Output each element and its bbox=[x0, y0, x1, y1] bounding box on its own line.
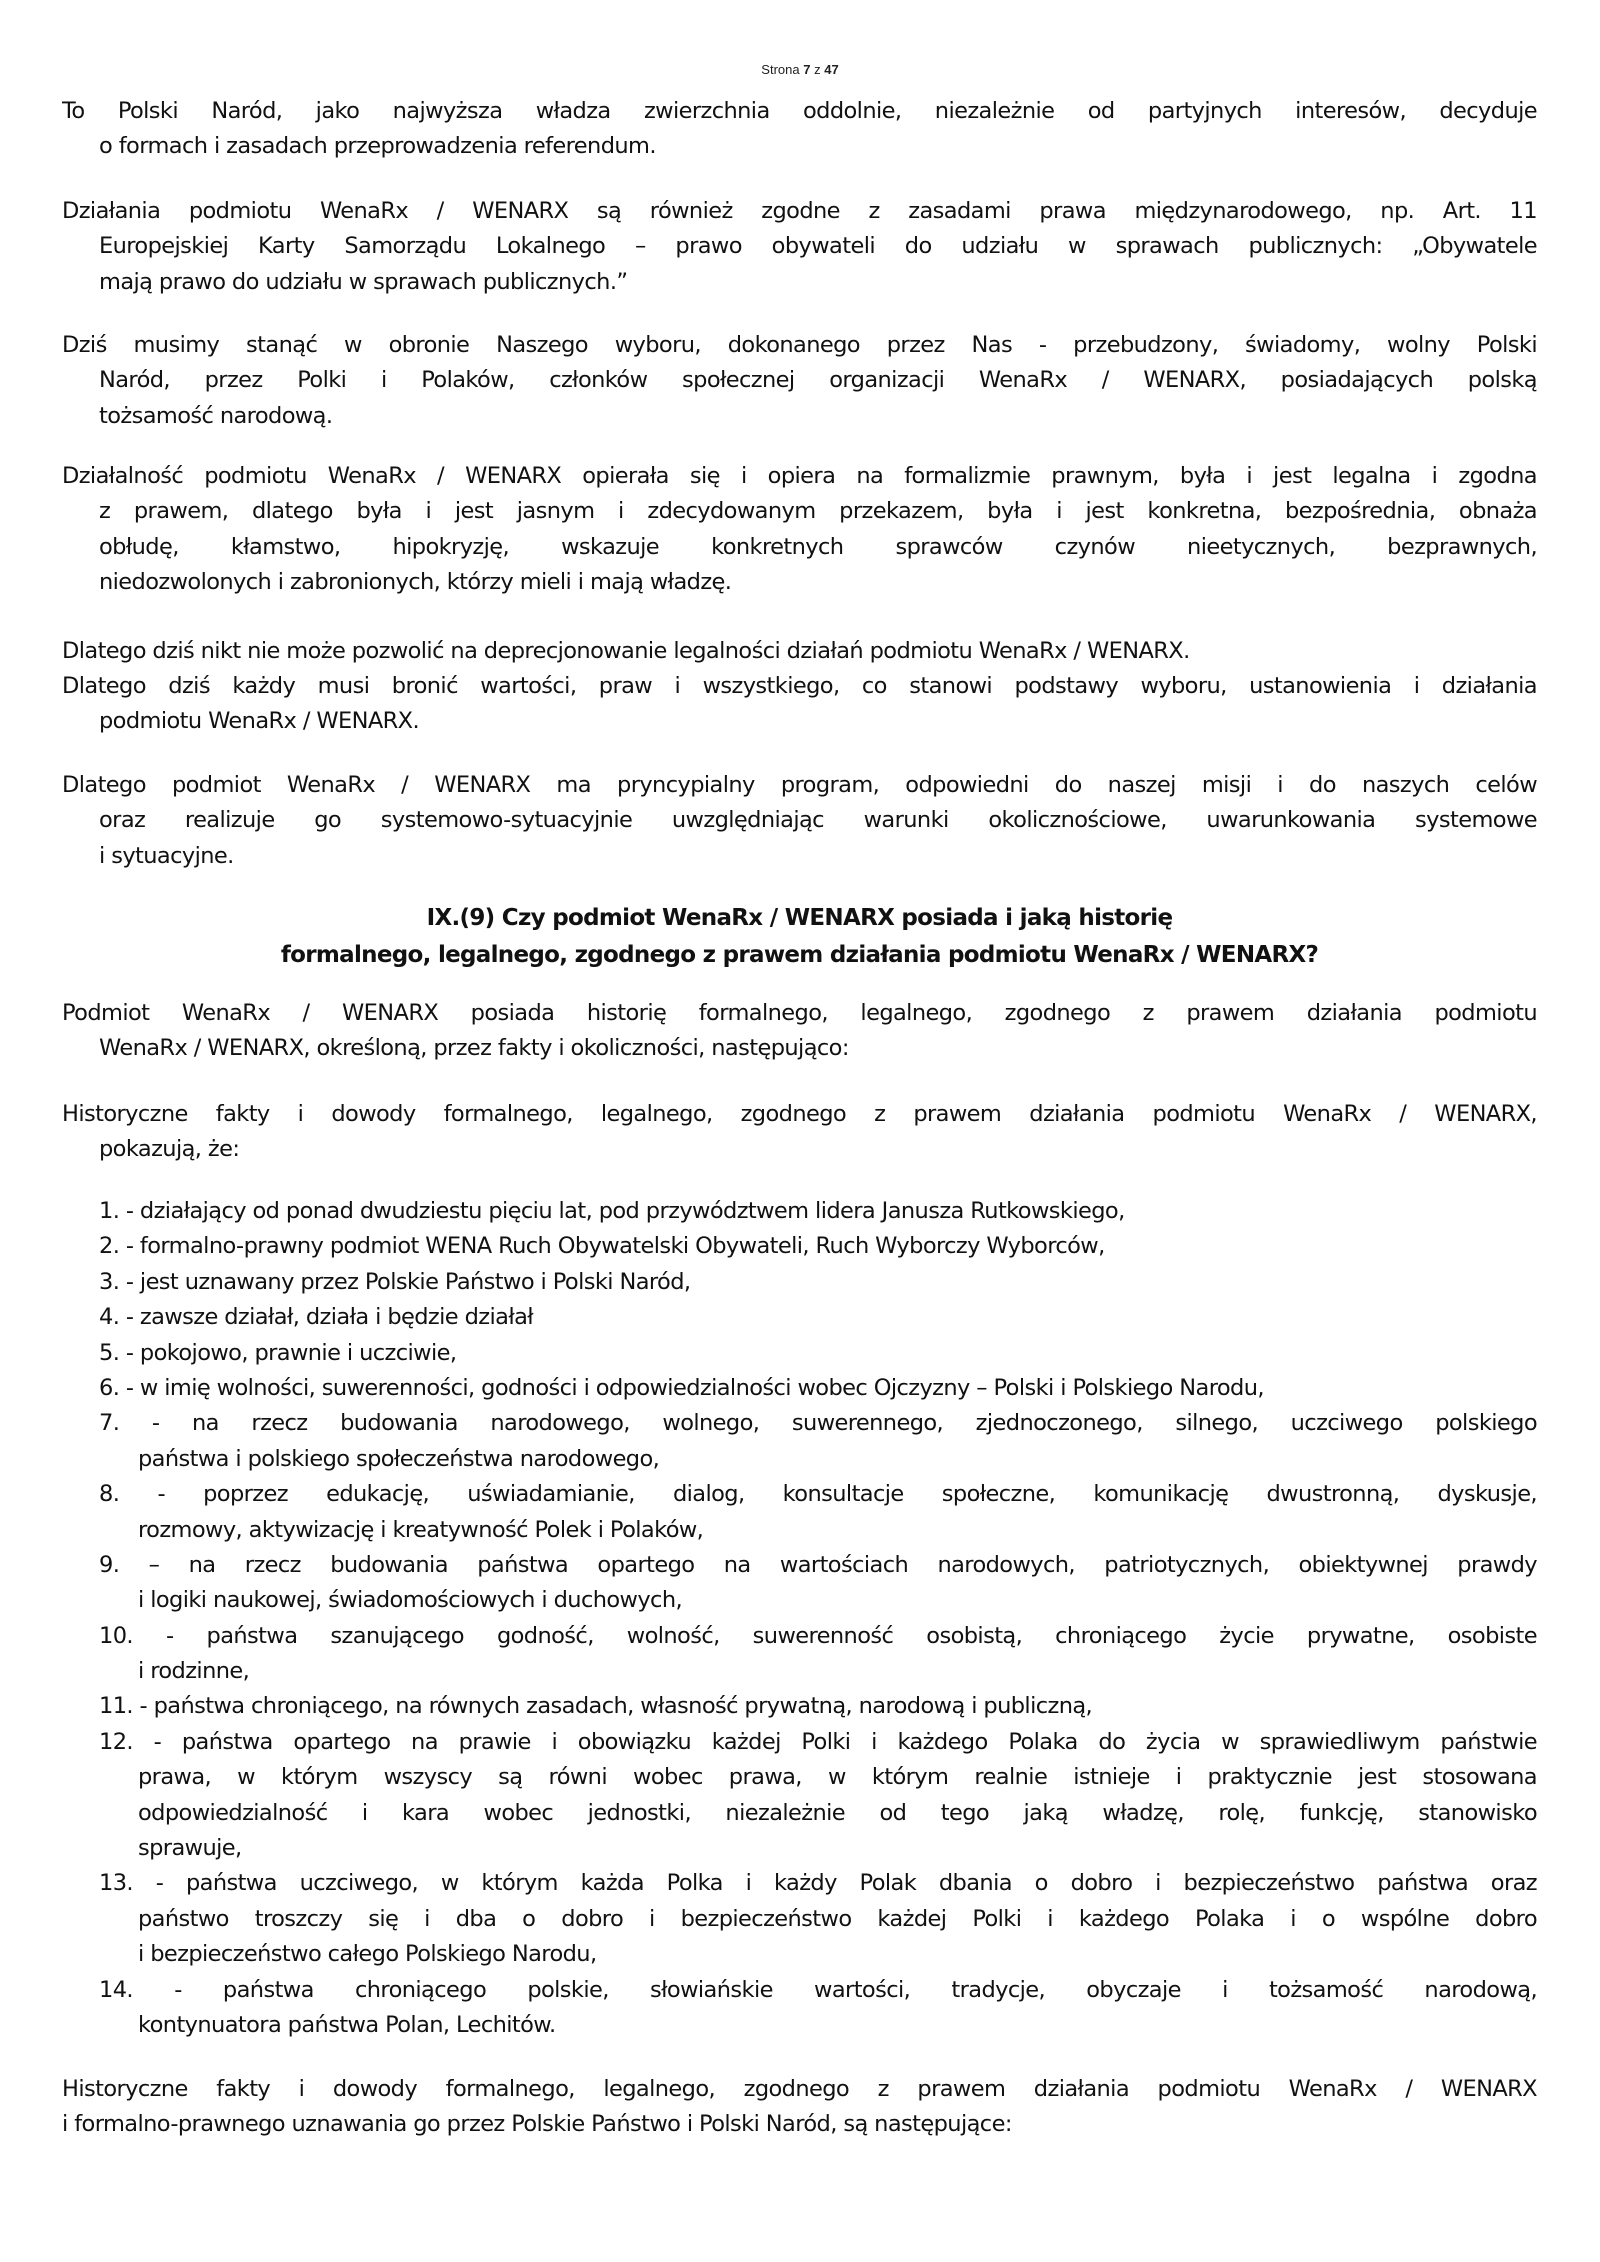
paragraph-line: Dziś musimy stanąć w obronie Naszego wyboru, dokonanego przez Nas - przebudzony, świadomy, wolny Polski bbox=[62, 332, 1537, 358]
paragraph-line: WenaRx / WENARX, określoną, przez fakty i okoliczności, następująco: bbox=[99, 1035, 849, 1062]
list-item-number: 5. bbox=[99, 1339, 120, 1366]
list-item-text: - jest uznawany przez Polskie Państwo i Polski Naród, bbox=[125, 1268, 691, 1295]
total-pages: 47 bbox=[824, 62, 839, 77]
list-item bbox=[99, 1689, 1537, 1724]
list-item bbox=[99, 1336, 1537, 1371]
list-item bbox=[99, 1619, 1537, 1690]
list-item-text: - w imię wolności, suwerenności, godności i odpowiedzialności wobec Ojczyzny – Polski i Polskiego Narodu, bbox=[125, 1374, 1264, 1401]
paragraph-line: Działania podmiotu WenaRx / WENARX są również zgodne z zasadami prawa międzynarodowego, np. Art. 11 bbox=[62, 198, 1537, 224]
list-item-text: odpowiedzialność i kara wobec jednostki, niezależnie od tego jaką władzę, rolę, funkcję, stanowisko bbox=[138, 1799, 1537, 1826]
paragraph-line: Dlatego dziś nikt nie może pozwolić na deprecjonowanie legalności działań podmiotu WenaRx / WENARX. bbox=[62, 638, 1190, 664]
list-item-number: 12. bbox=[99, 1728, 133, 1755]
paragraph-line: Podmiot WenaRx / WENARX posiada historię formalnego, legalnego, zgodnego z prawem działania podmiotu bbox=[62, 1000, 1537, 1026]
list-item-number: 2. bbox=[99, 1233, 120, 1260]
section-heading-line-1: IX.(9) Czy podmiot WenaRx / WENARX posiada i jaką historię bbox=[426, 905, 1173, 931]
list-item-text: - poprzez edukację, uświadamianie, dialog, konsultacje społeczne, komunikację dwustronną, dyskusje, bbox=[157, 1481, 1537, 1508]
facts-list bbox=[99, 1194, 1537, 2043]
paragraph-closing bbox=[62, 2072, 1537, 2143]
list-item-text: - państwa chroniącego polskie, słowiańskie wartości, tradycje, obyczaje i tożsamość narodową, bbox=[174, 1976, 1537, 2003]
list-item-text: - na rzecz budowania narodowego, wolnego, suwerennego, zjednoczonego, silnego, uczciwego polskiego bbox=[151, 1410, 1537, 1437]
list-item bbox=[99, 1548, 1537, 1619]
list-item-number: 14. bbox=[99, 1976, 133, 2003]
list-item bbox=[99, 1866, 1537, 1972]
page-header bbox=[0, 62, 1600, 77]
list-item-number: 7. bbox=[99, 1410, 120, 1437]
section-heading-line-2: formalnego, legalnego, zgodnego z prawem działania podmiotu WenaRx / WENARX? bbox=[280, 942, 1319, 968]
paragraph-line: podmiotu WenaRx / WENARX. bbox=[99, 708, 420, 735]
list-item-number: 10. bbox=[99, 1622, 133, 1649]
list-item-text: państwa i polskiego społeczeństwa narodowego, bbox=[138, 1445, 660, 1472]
list-item-text: kontynuatora państwa Polan, Lechitów. bbox=[138, 2011, 556, 2038]
paragraph-line: niedozwolonych i zabronionych, którzy mieli i mają władzę. bbox=[99, 569, 732, 596]
list-item-number: 4. bbox=[99, 1304, 120, 1331]
paragraph-line: Dlatego podmiot WenaRx / WENARX ma pryncypialny program, odpowiedni do naszej misji i do naszych celów bbox=[62, 772, 1537, 798]
list-item-text: - państwa uczciwego, w którym każda Polka i każdy Polak dbania o dobro i bezpieczeństwo państwa oraz bbox=[155, 1870, 1537, 1897]
list-item-text: - państwa szanującego godność, wolność, suwerenność osobistą, chroniącego życie prywatne, osobiste bbox=[166, 1622, 1537, 1649]
paragraph-facts-show bbox=[62, 1097, 1537, 1168]
paragraph-referendum bbox=[62, 94, 1537, 165]
list-item bbox=[99, 1300, 1537, 1335]
list-item-text: - państwa chroniącego, na równych zasadach, własność prywatną, narodową i publiczną, bbox=[139, 1693, 1093, 1720]
paragraph-line: oraz realizuje go systemowo-sytuacyjnie uwzględniając warunki okolicznościowe, uwarunkowania systemowe bbox=[99, 807, 1537, 834]
list-item-text: - państwa opartego na prawie i obowiązku każdej Polki i każdego Polaka do życia w sprawiedliwym państwie bbox=[153, 1728, 1537, 1755]
paragraph-line: Historyczne fakty i dowody formalnego, legalnego, zgodnego z prawem działania podmiotu WenaRx / WENARX bbox=[62, 2076, 1537, 2102]
paragraph-defense-of-choice bbox=[62, 328, 1537, 434]
section-heading bbox=[62, 900, 1537, 974]
list-item-text: prawa, w którym wszyscy są równi wobec prawa, w którym realnie istnieje i praktycznie jest stosowana bbox=[138, 1764, 1537, 1791]
list-item bbox=[99, 1371, 1537, 1406]
paragraph-line: Historyczne fakty i dowody formalnego, legalnego, zgodnego z prawem działania podmiotu WenaRx / WENARX, bbox=[62, 1101, 1537, 1127]
paragraph-line: Europejskiej Karty Samorządu Lokalnego – prawo obywateli do udziału w sprawach publicznych: „Obywatele bbox=[99, 233, 1537, 260]
paragraph-line: Dlatego dziś każdy musi bronić wartości, praw i wszystkiego, co stanowi podstawy wyboru, ustanowienia i działania bbox=[62, 673, 1537, 699]
page-label: Strona bbox=[761, 62, 800, 77]
paragraph-line: tożsamość narodową. bbox=[99, 402, 333, 429]
list-item bbox=[99, 1265, 1537, 1300]
paragraph-legal-formalism bbox=[62, 459, 1537, 601]
paragraph-line: pokazują, że: bbox=[99, 1136, 240, 1163]
list-item bbox=[99, 1406, 1537, 1477]
list-item-text: państwo troszczy się i dba o dobro i bezpieczeństwo każdej Polki i każdego Polaka i o wspólne dobro bbox=[138, 1905, 1537, 1932]
list-item-text: - działający od ponad dwudziestu pięciu lat, pod przywództwem lidera Janusza Rutkowskiego, bbox=[125, 1198, 1125, 1224]
paragraph-defend-values bbox=[62, 669, 1537, 740]
list-item-number: 6. bbox=[99, 1374, 120, 1401]
list-item-number: 9. bbox=[99, 1551, 120, 1578]
page-separator: z bbox=[814, 62, 821, 77]
list-item-text: - formalno-prawny podmiot WENA Ruch Obywatelski Obywateli, Ruch Wyborczy Wyborców, bbox=[125, 1233, 1105, 1260]
list-item-text: rozmowy, aktywizację i kreatywność Polek i Polaków, bbox=[138, 1516, 704, 1543]
paragraph-line: obłudę, kłamstwo, hipokryzję, wskazuje konkretnych sprawców czynów nieetycznych, bezprawnych, bbox=[99, 533, 1537, 560]
paragraph-line: Naród, przez Polki i Polaków, członków społecznej organizacji WenaRx / WENARX, posiadających polską bbox=[99, 367, 1537, 394]
list-item bbox=[99, 1973, 1537, 2044]
paragraph-international-law bbox=[62, 194, 1537, 300]
list-item bbox=[99, 1725, 1537, 1867]
paragraph-line: z prawem, dlatego była i jest jasnym i zdecydowanym przekazem, była i jest konkretna, bezpośrednia, obnaża bbox=[99, 498, 1537, 525]
paragraph-line: Działalność podmiotu WenaRx / WENARX opierała się i opiera na formalizmie prawnym, była i jest legalna i zgodna bbox=[62, 463, 1537, 489]
list-item-number: 11. bbox=[99, 1693, 133, 1720]
paragraph-line: i sytuacyjne. bbox=[99, 842, 234, 869]
paragraph-line: i formalno-prawnego uznawania go przez Polskie Państwo i Polski Naród, są następujące: bbox=[62, 2111, 1012, 2138]
list-item-text: - zawsze działał, działa i będzie działał bbox=[125, 1304, 534, 1331]
paragraph-no-deprecation bbox=[62, 634, 1537, 669]
list-item-text: i bezpieczeństwo całego Polskiego Narodu, bbox=[138, 1941, 597, 1968]
list-item-number: 1. bbox=[99, 1198, 120, 1224]
list-item-text: sprawuje, bbox=[138, 1835, 242, 1862]
list-item-text: i logiki naukowej, świadomościowych i duchowych, bbox=[138, 1587, 683, 1614]
list-item-number: 8. bbox=[99, 1481, 120, 1508]
list-item-number: 13. bbox=[99, 1870, 133, 1897]
paragraph-line: mają prawo do udziału w sprawach publicznych.” bbox=[99, 268, 628, 295]
list-item bbox=[99, 1194, 1537, 1229]
paragraph-program bbox=[62, 768, 1537, 874]
list-item bbox=[99, 1229, 1537, 1264]
list-item-number: 3. bbox=[99, 1268, 120, 1295]
list-item bbox=[99, 1477, 1537, 1548]
paragraph-history-intro bbox=[62, 996, 1537, 1067]
paragraph-line: o formach i zasadach przeprowadzenia referendum. bbox=[99, 133, 656, 160]
current-page-number: 7 bbox=[803, 62, 811, 77]
list-item-text: i rodzinne, bbox=[138, 1658, 250, 1685]
list-item-text: – na rzecz budowania państwa opartego na wartościach narodowych, patriotycznych, obiektywnej prawdy bbox=[148, 1551, 1537, 1578]
list-item-text: - pokojowo, prawnie i uczciwie, bbox=[125, 1339, 457, 1366]
paragraph-line: To Polski Naród, jako najwyższa władza zwierzchnia oddolnie, niezależnie od partyjnych interesów, decyduje bbox=[62, 98, 1537, 124]
